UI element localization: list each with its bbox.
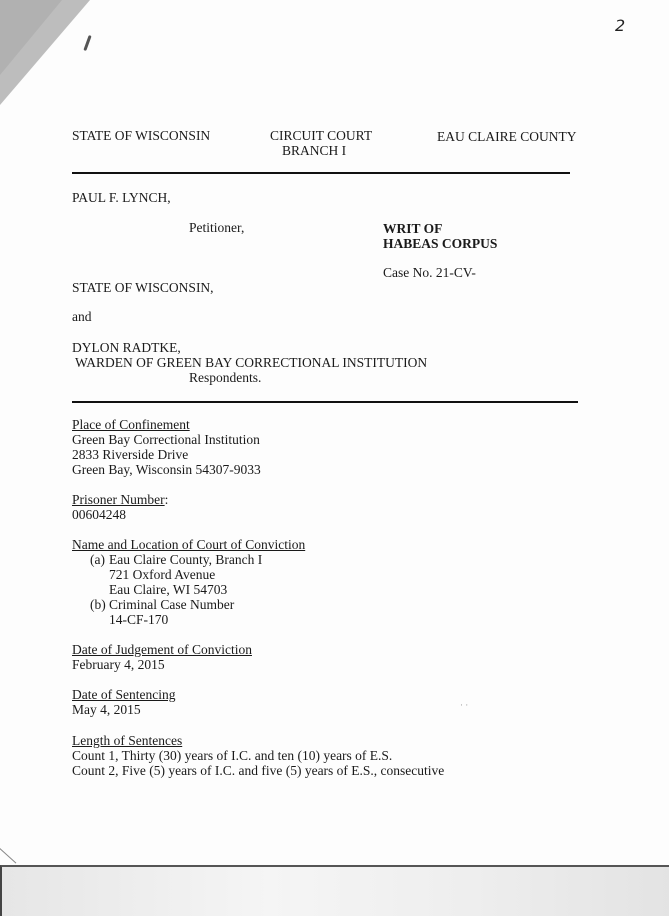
folded-corner-shadow [0, 0, 62, 75]
case-number-label: Criminal Case Number [109, 597, 235, 612]
prisoner-number: 00604248 [72, 507, 126, 522]
header-branch: BRANCH I [282, 143, 347, 158]
prisoner-heading-text: Prisoner Number [72, 492, 165, 507]
sentences-heading: Length of Sentences [72, 733, 183, 748]
scanner-bed-edge [0, 865, 669, 916]
respondent-warden-name: DYLON RADTKE, [72, 340, 181, 355]
conjunction-and: and [72, 309, 92, 324]
sentencing-date: May 4, 2015 [72, 702, 141, 717]
sentence-count-2: Count 2, Five (5) years of I.C. and five (5) years of E.S., consecutive [72, 763, 445, 778]
header-county: EAU CLAIRE COUNTY [437, 129, 577, 144]
respondents-role: Respondents. [189, 370, 262, 385]
page-edge-line [0, 848, 16, 863]
item-a-marker: (a) [90, 552, 105, 567]
respondent-warden-title: WARDEN OF GREEN BAY CORRECTIONAL INSTITUTION [75, 355, 428, 370]
court-address-line: 721 Oxford Avenue [109, 567, 216, 582]
criminal-case-number: 14-CF-170 [109, 612, 169, 627]
handwritten-page-number: 2 [615, 16, 626, 35]
judgement-date: February 4, 2015 [72, 657, 165, 672]
header-state: STATE OF WISCONSIN [72, 128, 211, 143]
sentence-count-1: Count 1, Thirty (30) years of I.C. and ten (10) years of E.S. [72, 748, 393, 763]
header-divider [72, 172, 570, 174]
sentencing-heading: Date of Sentencing [72, 687, 176, 702]
scan-speck: · · [460, 700, 469, 710]
respondent-state: STATE OF WISCONSIN, [72, 280, 214, 295]
judgement-heading: Date of Judgement of Conviction [72, 642, 252, 657]
prisoner-heading-colon: : [164, 492, 169, 507]
prisoner-heading [72, 492, 168, 507]
document-title-line1: WRIT OF [383, 221, 443, 236]
petitioner-role: Petitioner, [189, 220, 245, 235]
confinement-line: 2833 Riverside Drive [72, 447, 189, 462]
item-b-marker: (b) [90, 597, 106, 612]
confinement-heading: Place of Confinement [72, 417, 190, 432]
court-address-line: Eau Claire, WI 54703 [109, 582, 228, 597]
case-number: Case No. 21-CV- [383, 265, 476, 280]
petitioner-name: PAUL F. LYNCH, [72, 190, 171, 205]
confinement-line: Green Bay, Wisconsin 54307-9033 [72, 462, 261, 477]
header-court: CIRCUIT COURT [270, 128, 373, 143]
court-of-conviction-heading: Name and Location of Court of Conviction [72, 537, 306, 552]
confinement-line: Green Bay Correctional Institution [72, 432, 260, 447]
document-title-line2: HABEAS CORPUS [383, 236, 498, 251]
court-address-line: Eau Claire County, Branch I [109, 552, 263, 567]
caption-divider [72, 401, 578, 403]
